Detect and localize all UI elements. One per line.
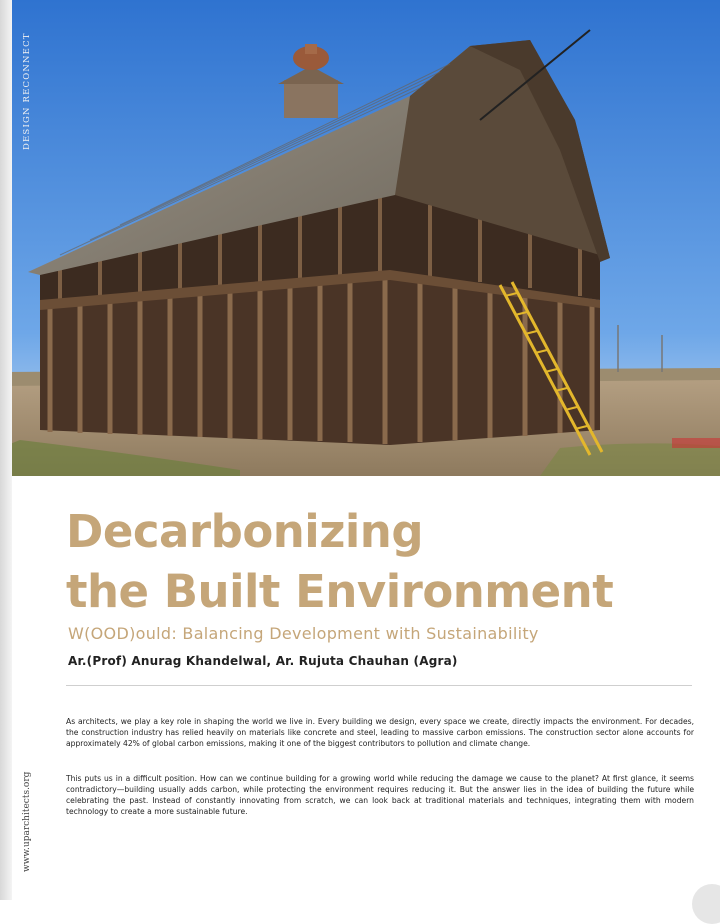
- title-line-1: Decarbonizing: [66, 505, 424, 558]
- page-corner-button[interactable]: [692, 884, 720, 924]
- page-gutter: [0, 0, 12, 900]
- article-authors: Ar.(Prof) Anurag Khandelwal, Ar. Rujuta Chauhan (Agra): [68, 654, 458, 668]
- paragraph-1: As architects, we play a key role in shaping the world we live in. Every building we design, every space we create, directly impacts the environment. For decades, the construction industry has relied heavily on materials like concrete and steel, leading to massive carbon emissions. The construction sector alone accounts for approximately 42% of global carbon emissions, making it one of the biggest contributors to pollution and climate change.: [66, 717, 694, 748]
- section-label: DESIGN RECONNECT: [22, 32, 32, 150]
- article-title: [66, 502, 613, 622]
- website-url: www.uparchitects.org: [22, 771, 32, 872]
- title-line-2: the Built Environment: [66, 565, 614, 618]
- paragraph-2: This puts us in a difficult position. How can we continue building for a growing world while reducing the damage we cause to the planet? At first glance, it seems contradictory—building usually adds carbon, while protecting the environment requires reducing it. But the answer lies in the idea of building the future while celebrating the past. Instead of constantly innovating from scratch, we can look back at traditional materials and techniques, integrating them with modern technology to create a more sustainable future.: [66, 774, 694, 816]
- divider: [66, 685, 692, 686]
- article-subtitle: W(OOD)ould: Balancing Development with Sustainability: [68, 624, 539, 643]
